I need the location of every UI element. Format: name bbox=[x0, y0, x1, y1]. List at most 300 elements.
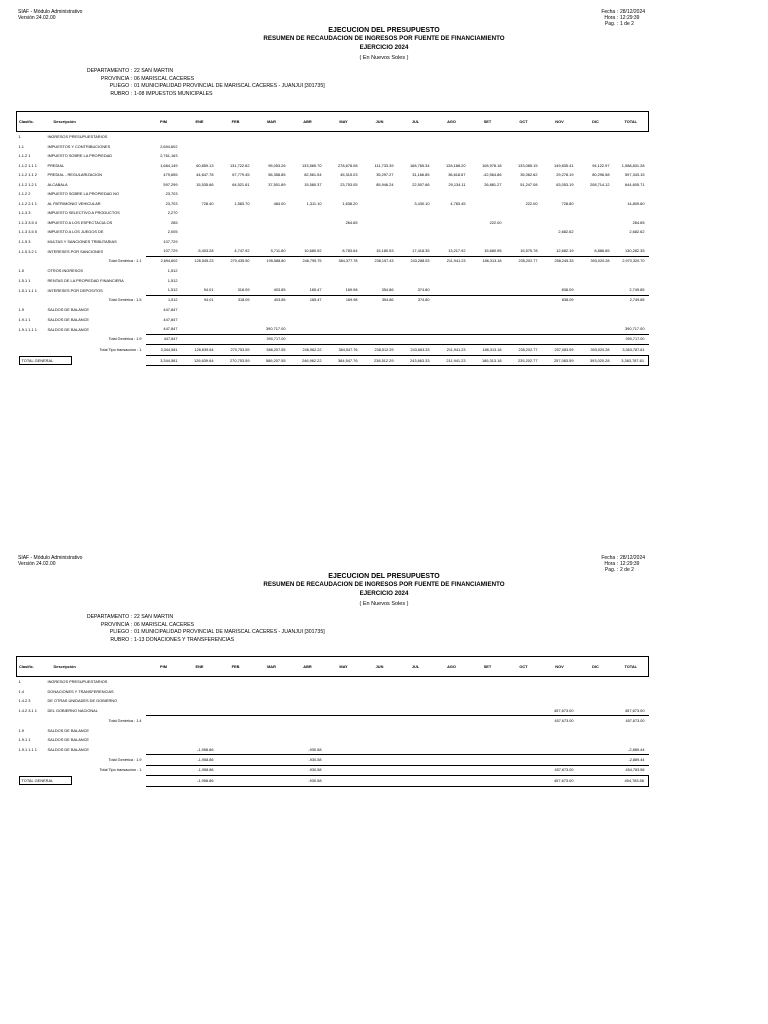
amount-cell bbox=[218, 745, 254, 755]
table-row bbox=[17, 237, 649, 247]
parameter-label: PROVINCIA : bbox=[100, 621, 132, 628]
parameter-value: 1-08 IMPUESTOS MUNICIPALES bbox=[134, 91, 213, 98]
amount-cell bbox=[470, 706, 506, 716]
table-row bbox=[17, 132, 649, 142]
amount-cell: 37,501.89 bbox=[268, 181, 286, 187]
amount-cell: 2,749.85 bbox=[629, 287, 645, 293]
report-titles bbox=[0, 573, 768, 609]
description-cell: OTROS INGRESOS bbox=[47, 268, 83, 274]
parameter-value: 06 MARISCAL CACERES bbox=[134, 75, 195, 82]
amount-cell: -2,889.44 bbox=[614, 755, 649, 766]
amount-cell bbox=[578, 189, 614, 199]
amount-cell: 2,270 bbox=[167, 210, 178, 216]
amount-cell: 270,435.50 bbox=[218, 256, 254, 266]
amount-cell: 51,247.08 bbox=[520, 181, 538, 187]
amount-cell: 258,245.33 bbox=[542, 256, 578, 266]
description-cell: SALDOS DE BALANCE bbox=[47, 316, 90, 322]
amount-cell: 1,512 bbox=[146, 295, 182, 305]
amount-cell bbox=[470, 696, 506, 706]
amount-cell bbox=[146, 765, 182, 776]
amount-cell: 4,783.45 bbox=[450, 200, 466, 206]
amount-cell bbox=[578, 237, 614, 247]
amount-cell bbox=[146, 745, 182, 755]
amount-cell: -2,889.44 bbox=[628, 746, 645, 752]
date-value: 28/12/2024 bbox=[620, 555, 646, 561]
classifier-cell: 1.1.2 1.2 1 bbox=[18, 181, 37, 187]
parameter-value: 01 MUNICIPALIDAD PROVINCIAL DE MARISCAL CACERES - JUANJUI [301735] bbox=[134, 83, 325, 90]
amount-cell: 208,714.12 bbox=[590, 181, 610, 187]
amount-cell: 107,729 bbox=[163, 238, 178, 244]
amount-cell bbox=[506, 706, 542, 716]
column-header: JUN bbox=[362, 657, 398, 677]
amount-cell bbox=[182, 334, 218, 345]
amount-cell bbox=[182, 132, 218, 142]
amount-cell bbox=[542, 755, 578, 766]
parameter-value: 22 SAN MARTIN bbox=[134, 614, 174, 620]
amount-cell: 644,605.71 bbox=[625, 181, 645, 187]
parameter-label: PLIEGO : bbox=[109, 83, 132, 90]
time-label: Hora : bbox=[604, 561, 618, 567]
column-header: JUL bbox=[398, 657, 434, 677]
amount-cell bbox=[398, 305, 434, 315]
amount-cell bbox=[542, 324, 578, 334]
parameter-value: 22 SAN MARTIN bbox=[134, 68, 174, 74]
amount-cell bbox=[326, 755, 362, 766]
amount-cell: 246,962.22 bbox=[290, 355, 326, 366]
amount-cell bbox=[578, 132, 614, 142]
amount-cell bbox=[578, 334, 614, 345]
amount-cell bbox=[506, 208, 542, 218]
report-title: EJECUCION DEL PRESUPUESTO bbox=[328, 573, 440, 580]
amount-cell: 728.40 bbox=[201, 200, 214, 206]
amount-cell: 238,157.43 bbox=[362, 256, 398, 266]
amount-cell bbox=[218, 765, 254, 776]
amount-cell bbox=[506, 276, 542, 286]
amount-cell bbox=[182, 266, 218, 276]
amount-cell: 354.86 bbox=[381, 287, 394, 293]
amount-cell bbox=[290, 677, 326, 687]
amount-cell: 108,978.18 bbox=[482, 162, 502, 168]
table-row bbox=[17, 745, 649, 755]
amount-cell bbox=[290, 696, 326, 706]
column-header: FEB bbox=[218, 657, 254, 677]
amount-cell bbox=[578, 266, 614, 276]
description-cell: IMPUESTO SOBRE LA PROPIEDAD NO bbox=[47, 191, 119, 197]
amount-cell: 1,638.20 bbox=[342, 200, 358, 206]
amount-cell: 8,886.65 bbox=[594, 248, 610, 254]
system-version: Versión 24.02.00 bbox=[18, 561, 56, 567]
amount-cell: 23,703 bbox=[165, 191, 178, 197]
amount-cell bbox=[542, 735, 578, 745]
amount-cell bbox=[218, 776, 254, 787]
table-row bbox=[17, 266, 649, 276]
amount-cell: 586,207.55 bbox=[254, 345, 290, 356]
amount-cell bbox=[506, 295, 542, 305]
amount-cell bbox=[182, 735, 218, 745]
amount-cell bbox=[398, 142, 434, 152]
amount-cell bbox=[326, 227, 362, 237]
description-cell: RENTAS DE LA PROPIEDAD FINANCIERA bbox=[47, 277, 124, 283]
amount-cell: 479,655 bbox=[163, 172, 178, 178]
amount-cell: 23,703 bbox=[165, 200, 178, 206]
amount-cell: 4,747.92 bbox=[234, 248, 250, 254]
classifier-cell: 1.1.3 3.5 4 bbox=[18, 219, 37, 225]
amount-cell bbox=[290, 735, 326, 745]
classifier-cell: 1.5.1 1.1 1 bbox=[18, 287, 37, 293]
subtotal-label: Total Genérica : 1.9 bbox=[108, 337, 142, 342]
amount-cell bbox=[434, 266, 470, 276]
amount-cell bbox=[362, 726, 398, 736]
subtotal-row bbox=[17, 765, 649, 776]
amount-cell bbox=[578, 726, 614, 736]
column-header: SET bbox=[470, 112, 506, 132]
amount-cell: 133,565.70 bbox=[302, 162, 322, 168]
amount-cell bbox=[254, 735, 290, 745]
amount-cell bbox=[542, 189, 578, 199]
amount-cell bbox=[578, 765, 614, 776]
column-header: MAR bbox=[254, 112, 290, 132]
system-version: Versión 24.02.00 bbox=[18, 15, 56, 21]
amount-cell: 597,299 bbox=[163, 181, 178, 187]
amount-cell bbox=[434, 334, 470, 345]
amount-cell bbox=[542, 132, 578, 142]
amount-cell: -930.58 bbox=[290, 776, 326, 787]
system-name: SIAF - Módulo Administrativo bbox=[18, 9, 83, 15]
amount-cell bbox=[470, 735, 506, 745]
amount-cell bbox=[398, 745, 434, 755]
amount-cell bbox=[470, 776, 506, 787]
amount-cell bbox=[578, 687, 614, 697]
amount-cell: 374.80 bbox=[398, 295, 434, 305]
subtotal-row bbox=[17, 716, 649, 726]
amount-cell bbox=[326, 208, 362, 218]
description-cell: IMPUESTO SOBRE LA PROPIEDAD bbox=[47, 153, 113, 159]
amount-cell bbox=[542, 745, 578, 755]
amount-cell: 243,663.33 bbox=[398, 345, 434, 356]
amount-cell: 393,020.28 bbox=[578, 355, 614, 366]
amount-cell: 235,202.77 bbox=[506, 355, 542, 366]
amount-cell bbox=[506, 687, 542, 697]
amount-cell: 13,217.92 bbox=[448, 248, 466, 254]
amount-cell: 390,717.00 bbox=[625, 326, 645, 332]
amount-cell: 31,166.85 bbox=[412, 172, 430, 178]
column-header: NOV bbox=[542, 657, 578, 677]
column-header: Descripción bbox=[44, 112, 146, 132]
amount-cell bbox=[506, 142, 542, 152]
amount-cell: 15,580.37 bbox=[304, 181, 322, 187]
amount-cell bbox=[506, 227, 542, 237]
amount-cell: 128,188.20 bbox=[446, 162, 466, 168]
amount-cell: 3,363,787.61 bbox=[614, 345, 649, 356]
amount-cell bbox=[470, 227, 506, 237]
parameter-row bbox=[0, 614, 325, 622]
amount-cell: 67,779.45 bbox=[232, 172, 250, 178]
amount-cell: 82,561.54 bbox=[304, 172, 322, 178]
amount-cell: 246,795.75 bbox=[290, 256, 326, 266]
amount-cell: 238,512.29 bbox=[362, 345, 398, 356]
amount-cell bbox=[470, 687, 506, 697]
report-parameters bbox=[0, 614, 325, 645]
column-header: DIC bbox=[578, 657, 614, 677]
amount-cell bbox=[434, 132, 470, 142]
amount-cell: 447,847 bbox=[163, 307, 178, 313]
amount-cell bbox=[254, 276, 290, 286]
amount-cell: 17,418.35 bbox=[412, 248, 430, 254]
column-header: PIM bbox=[146, 112, 182, 132]
table-row bbox=[17, 161, 649, 171]
classifier-cell: 1.5 bbox=[18, 268, 24, 274]
amount-cell bbox=[146, 735, 182, 745]
amount-cell: 235,202.77 bbox=[506, 256, 542, 266]
amount-cell bbox=[470, 199, 506, 209]
amount-cell: 235,202.77 bbox=[506, 345, 542, 356]
amount-cell: 211,941.23 bbox=[434, 345, 470, 356]
amount-cell: 243,663.33 bbox=[398, 355, 434, 366]
table-row bbox=[17, 208, 649, 218]
classifier-cell: 1.1.2 1.1 2 bbox=[18, 172, 37, 178]
amount-cell bbox=[218, 237, 254, 247]
amount-cell: 35,062.62 bbox=[520, 172, 538, 178]
amount-cell bbox=[398, 276, 434, 286]
amount-cell bbox=[578, 776, 614, 787]
amount-cell: -930.58 bbox=[290, 765, 326, 776]
amount-cell bbox=[614, 687, 649, 697]
amount-cell: 169.98 bbox=[326, 295, 362, 305]
amount-cell bbox=[506, 189, 542, 199]
table-row bbox=[17, 151, 649, 161]
amount-cell bbox=[434, 735, 470, 745]
amount-cell: 168,765.34 bbox=[410, 162, 430, 168]
amount-cell bbox=[398, 765, 434, 776]
amount-cell bbox=[578, 677, 614, 687]
amount-cell bbox=[254, 266, 290, 276]
column-header: MAR bbox=[254, 657, 290, 677]
amount-cell: 186,313.18 bbox=[470, 345, 506, 356]
amount-cell bbox=[398, 237, 434, 247]
amount-cell bbox=[182, 151, 218, 161]
amount-cell bbox=[182, 324, 218, 334]
table-row bbox=[17, 180, 649, 190]
amount-cell bbox=[506, 765, 542, 776]
classifier-cell: 1.1.5 3.2 1 bbox=[18, 248, 37, 254]
grand-total-label-box: TOTAL GENERAL bbox=[19, 356, 73, 365]
amount-cell bbox=[434, 305, 470, 315]
parameter-row bbox=[0, 83, 325, 91]
amount-cell: 457,673.00 bbox=[614, 716, 649, 726]
amount-cell bbox=[434, 716, 470, 726]
amount-cell: 3,344,581 bbox=[146, 345, 182, 356]
amount-cell bbox=[218, 726, 254, 736]
amount-cell bbox=[434, 324, 470, 334]
amount-cell: 111,733.39 bbox=[374, 162, 394, 168]
amount-cell bbox=[506, 755, 542, 766]
amount-cell bbox=[326, 151, 362, 161]
report-meta bbox=[588, 9, 645, 27]
amount-cell bbox=[362, 132, 398, 142]
amount-cell: 1,512 bbox=[167, 268, 178, 274]
amount-cell bbox=[326, 266, 362, 276]
amount-cell bbox=[614, 189, 649, 199]
column-header: OCT bbox=[506, 112, 542, 132]
subtotal-label: Total Tipo transaccion : 1 bbox=[99, 347, 142, 352]
amount-cell bbox=[362, 189, 398, 199]
amount-cell bbox=[254, 151, 290, 161]
amount-cell: 2,749.85 bbox=[614, 295, 649, 305]
amount-cell bbox=[578, 142, 614, 152]
amount-cell bbox=[218, 315, 254, 325]
amount-cell bbox=[398, 151, 434, 161]
amount-cell bbox=[290, 189, 326, 199]
amount-cell bbox=[506, 716, 542, 726]
description-cell: IMPUESTO A LOS JUEGOS DE bbox=[47, 229, 104, 235]
amount-cell: 3,344,581 bbox=[146, 355, 182, 366]
amount-cell bbox=[362, 735, 398, 745]
amount-cell: 457,673.00 bbox=[542, 765, 578, 776]
amount-cell bbox=[578, 285, 614, 295]
amount-cell bbox=[398, 677, 434, 687]
classifier-cell: 1.9.1 1 bbox=[18, 737, 31, 743]
amount-cell bbox=[470, 315, 506, 325]
description-cell: SALDOS DE BALANCE bbox=[47, 326, 90, 332]
amount-cell: 728.80 bbox=[561, 200, 574, 206]
amount-cell bbox=[470, 334, 506, 345]
amount-cell bbox=[182, 142, 218, 152]
amount-cell bbox=[542, 266, 578, 276]
amount-cell bbox=[290, 218, 326, 228]
amount-cell bbox=[362, 687, 398, 697]
amount-cell bbox=[182, 305, 218, 315]
time-value: 12:29:39 bbox=[620, 15, 640, 21]
amount-cell bbox=[182, 276, 218, 286]
amount-cell bbox=[326, 765, 362, 776]
amount-cell bbox=[470, 765, 506, 776]
amount-cell bbox=[362, 266, 398, 276]
table-row bbox=[17, 285, 649, 295]
parameter-row bbox=[0, 622, 325, 630]
amount-cell bbox=[146, 696, 182, 706]
amount-cell bbox=[290, 132, 326, 142]
amount-cell: 384,377.78 bbox=[326, 256, 362, 266]
amount-cell bbox=[254, 706, 290, 716]
amount-cell bbox=[326, 189, 362, 199]
amount-cell bbox=[506, 151, 542, 161]
description-cell: DE OTRAS UNIDADES DE GOBIERNO bbox=[47, 698, 118, 704]
amount-cell bbox=[470, 745, 506, 755]
amount-cell bbox=[290, 305, 326, 315]
amount-cell: 1,588,831.28 bbox=[621, 162, 645, 168]
amount-cell: 454,783.56 bbox=[614, 776, 649, 787]
amount-cell bbox=[506, 285, 542, 295]
amount-cell bbox=[542, 726, 578, 736]
system-name: SIAF - Módulo Administrativo bbox=[18, 555, 83, 561]
amount-cell bbox=[254, 142, 290, 152]
amount-cell bbox=[506, 776, 542, 787]
amount-cell bbox=[578, 151, 614, 161]
amount-cell bbox=[326, 305, 362, 315]
amount-cell bbox=[398, 266, 434, 276]
amount-cell: 264.65 bbox=[632, 219, 645, 225]
amount-cell: 2,694,602 bbox=[160, 143, 178, 149]
description-cell: INTERESES POR DEPOSITOS bbox=[47, 287, 103, 293]
parameter-row bbox=[0, 629, 325, 637]
column-header: JUL bbox=[398, 112, 434, 132]
amount-cell: 238,512.29 bbox=[362, 355, 398, 366]
description-cell: INGRESOS PRESUPUESTARIOS bbox=[47, 679, 108, 685]
amount-cell bbox=[578, 696, 614, 706]
amount-cell bbox=[470, 276, 506, 286]
classifier-cell: 1 bbox=[18, 134, 21, 140]
amount-cell bbox=[146, 677, 182, 687]
amount-cell bbox=[290, 151, 326, 161]
subtotal-row bbox=[17, 256, 649, 266]
amount-cell bbox=[290, 726, 326, 736]
amount-cell: 130,282.35 bbox=[625, 248, 645, 254]
amount-cell: 403.85 bbox=[273, 287, 286, 293]
amount-cell bbox=[362, 218, 398, 228]
report-subtitle: RESUMEN DE RECAUDACION DE INGRESOS POR FUENTE DE FINANCIAMIENTO bbox=[263, 35, 505, 42]
amount-cell: 457,673.00 bbox=[542, 716, 578, 726]
subtotal-row bbox=[17, 345, 649, 356]
amount-cell bbox=[398, 776, 434, 787]
amount-cell: 195,588.80 bbox=[254, 256, 290, 266]
amount-cell bbox=[254, 745, 290, 755]
amount-cell: 44,647.78 bbox=[196, 172, 214, 178]
table-row bbox=[17, 726, 649, 736]
amount-cell: 447,847 bbox=[163, 326, 178, 332]
amount-cell bbox=[218, 218, 254, 228]
classifier-cell: 1 bbox=[18, 679, 21, 685]
table-row bbox=[17, 696, 649, 706]
classifier-cell: 1.1.2 2 bbox=[18, 191, 31, 197]
report-titles bbox=[0, 27, 768, 63]
amount-cell bbox=[290, 227, 326, 237]
amount-cell: 384,547.76 bbox=[326, 345, 362, 356]
amount-cell bbox=[506, 677, 542, 687]
amount-cell bbox=[182, 726, 218, 736]
amount-cell bbox=[362, 696, 398, 706]
amount-cell bbox=[326, 276, 362, 286]
amount-cell bbox=[398, 687, 434, 697]
amount-cell bbox=[578, 305, 614, 315]
amount-cell bbox=[218, 755, 254, 766]
amount-cell bbox=[326, 696, 362, 706]
amount-cell bbox=[578, 208, 614, 218]
table-row bbox=[17, 142, 649, 152]
amount-cell bbox=[506, 324, 542, 334]
column-header: ENE bbox=[182, 112, 218, 132]
parameter-label: RUBRO : bbox=[110, 91, 132, 98]
amount-cell: 457,673.00 bbox=[625, 707, 645, 713]
amount-cell: 2,682.62 bbox=[558, 229, 574, 235]
amount-cell bbox=[362, 745, 398, 755]
description-cell: SALDOS DE BALANCE bbox=[47, 727, 90, 733]
parameter-label: PROVINCIA : bbox=[100, 75, 132, 82]
amount-cell bbox=[362, 208, 398, 218]
description-cell: IMPUESTOS Y CONTRIBUCIONES bbox=[47, 143, 111, 149]
amount-cell: 318.09 bbox=[237, 287, 250, 293]
amount-cell bbox=[362, 716, 398, 726]
amount-cell bbox=[506, 745, 542, 755]
amount-cell bbox=[290, 324, 326, 334]
amount-cell bbox=[398, 726, 434, 736]
amount-cell bbox=[506, 266, 542, 276]
amount-cell: 447,847 bbox=[146, 334, 182, 345]
amount-cell: 165.47 bbox=[290, 295, 326, 305]
amount-cell bbox=[506, 696, 542, 706]
amount-cell bbox=[146, 776, 182, 787]
amount-cell bbox=[146, 755, 182, 766]
amount-cell bbox=[326, 142, 362, 152]
